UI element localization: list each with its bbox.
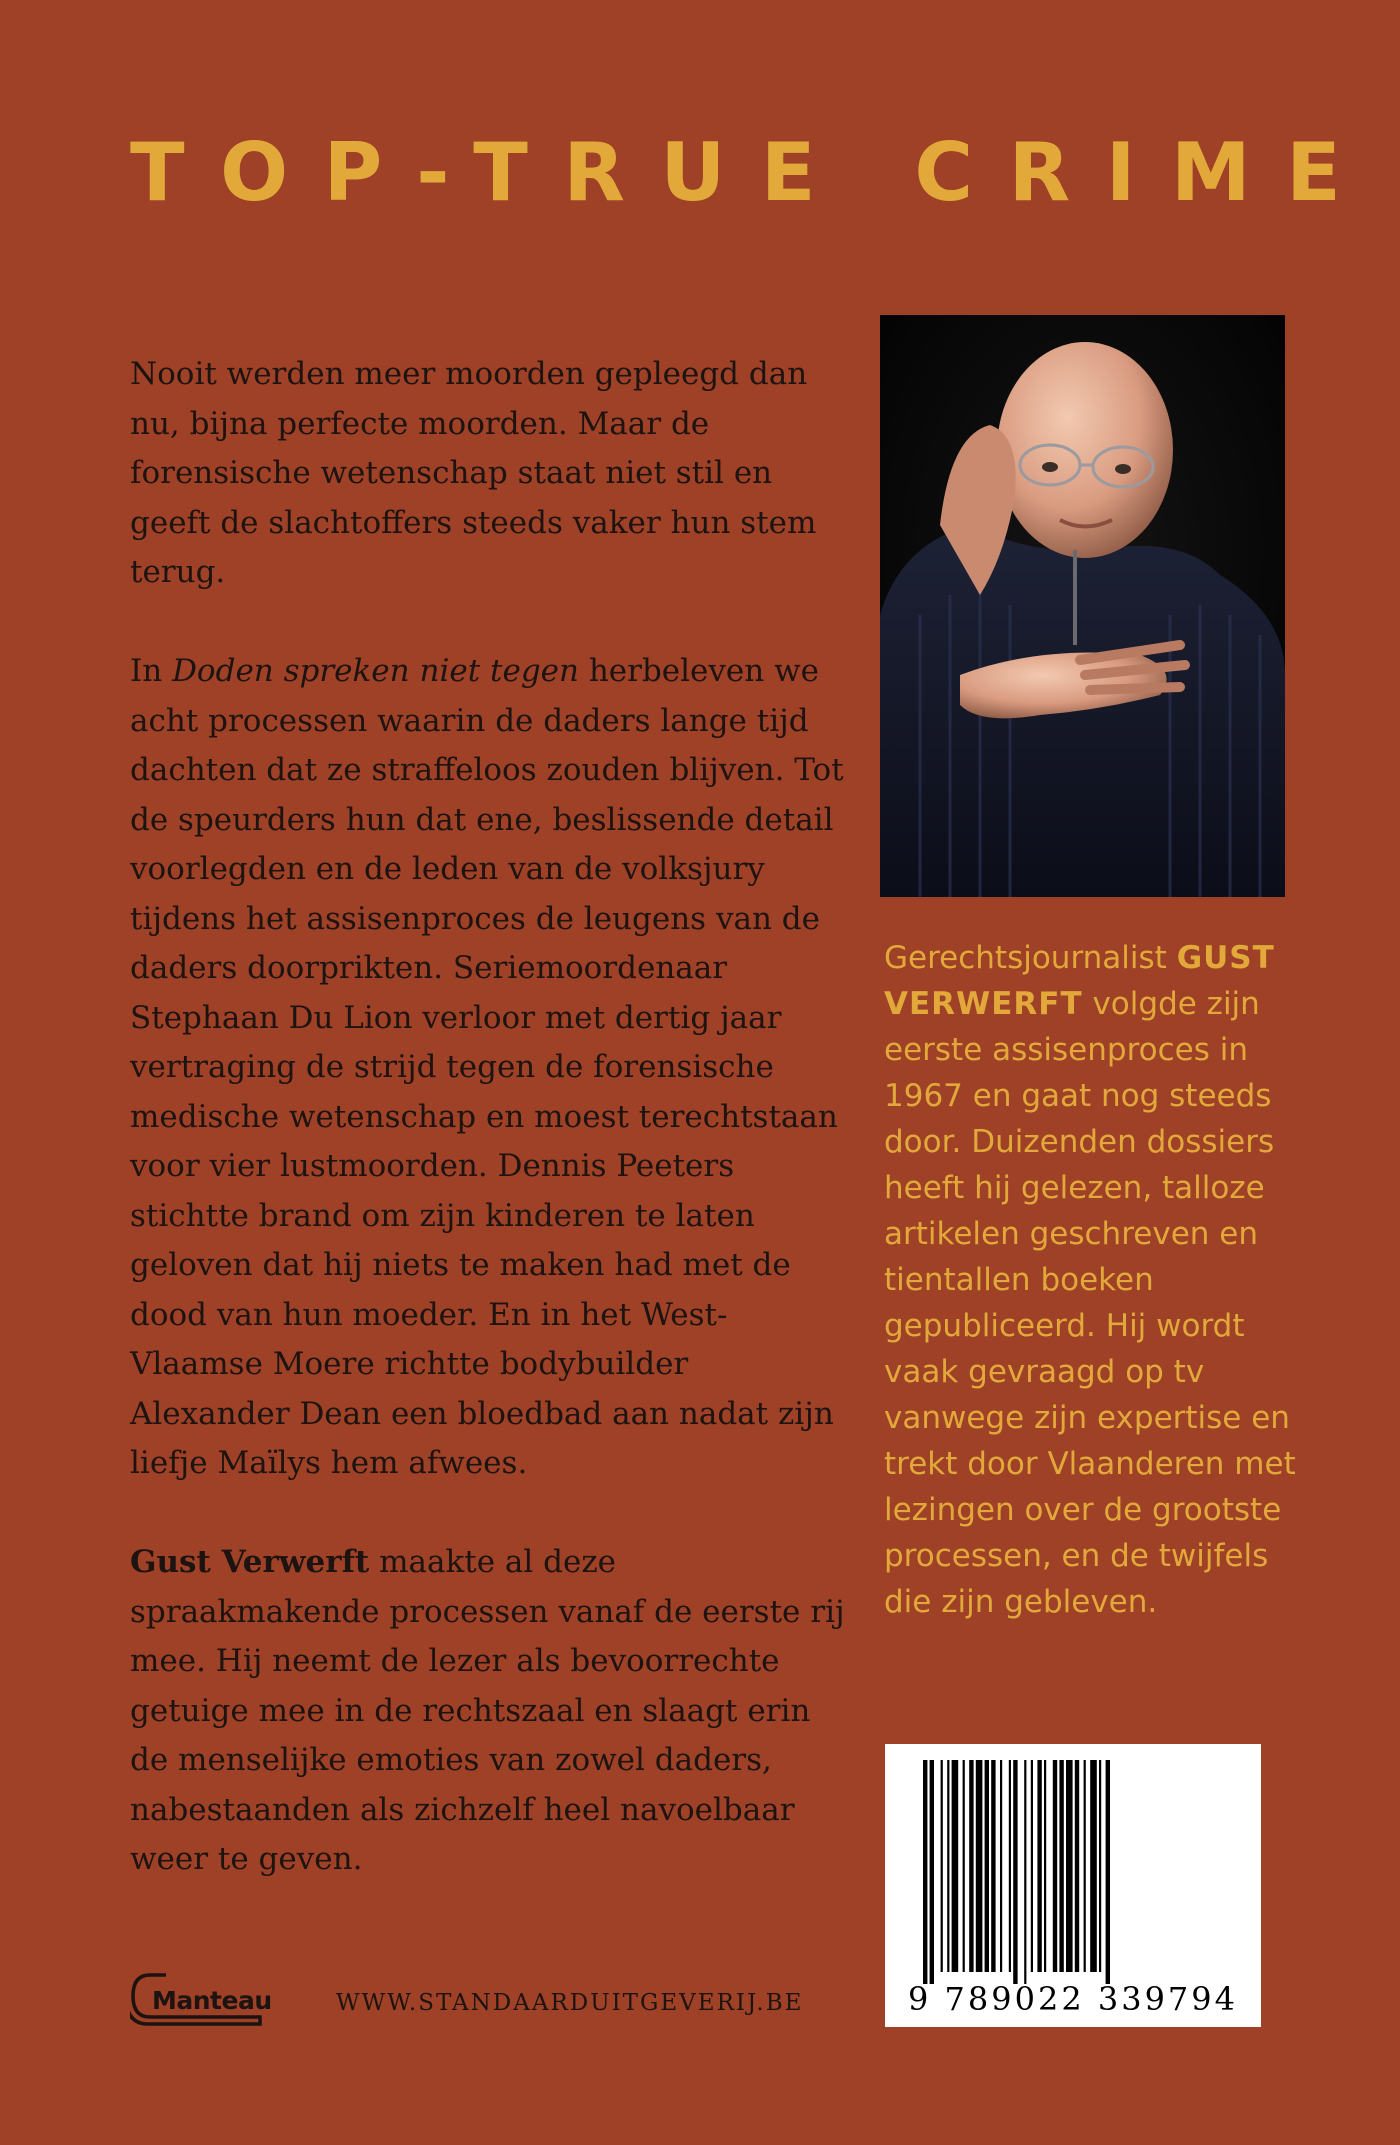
blurb-text: herbeleven we acht processen waarin de daders lange tijd dachten dat ze straffeloos zouden blijven. Tot de speurders hun dat ene, beslissende detail voorlegden en de leden van de volksjury tijdens het assisenproces de leugens van de daders doorprikten. Seriemoordenaar Stephaan Du Lion verloor met dertig jaar vertraging de strijd tegen de forensische medische wetenschap en moest terechtstaan voor vier lustmoorden. Dennis Peeters stichtte brand om zijn kinderen te laten geloven dat hij niets te maken had met de dood van hun moeder. En in het West-Vlaamse Moere richtte bodybuilder Alexander Dean een bloedbad aan nadat zijn liefje Maïlys hem afwees. bbox=[130, 653, 844, 1481]
publisher-logo-text: Manteau bbox=[152, 1986, 272, 2015]
series-title: TOP-TRUE CRIME bbox=[130, 126, 1377, 219]
book-title: Doden spreken niet tegen bbox=[172, 653, 579, 689]
author-photo bbox=[880, 315, 1285, 897]
isbn-barcode bbox=[885, 1744, 1261, 2027]
blurb-paragraph-1: Nooit werden meer moorden gepleegd dan nu, bijna perfecte moorden. Maar de forensische wetenschap staat niet stil en geeft de slachtoffers steeds vaker hun stem terug. bbox=[130, 356, 817, 590]
publisher-url[interactable]: WWW.STANDAARDUITGEVERIJ.BE bbox=[336, 1990, 804, 2016]
blurb-text: In bbox=[130, 653, 173, 689]
author-portrait-image bbox=[880, 315, 1285, 897]
blurb-text: maakte al deze spraakmakende processen vanaf de eerste rij mee. Hij neemt de lezer als bevoorrechte getuige mee in de rechtszaal en slaagt erin de menselijke emoties van zowel daders, nabestaanden als zichzelf heel navoelbaar weer te geven. bbox=[130, 1544, 845, 1877]
bio-text: Gerechtsjournalist bbox=[884, 940, 1177, 976]
author-name: Gust Verwerft bbox=[130, 1544, 370, 1580]
bio-text: volgde zijn eerste assisenproces in 1967 en gaat nog steeds door. Duizenden dossiers heeft hij gelezen, talloze artikelen geschreven en tientallen boeken gepubliceerd. Hij wordt vaak gevraagd op tv vanwege zijn expertise en trekt door Vlaanderen met lezingen over de grootste processen, en de twijfels die zijn gebleven. bbox=[884, 986, 1296, 1620]
blurb-paragraph-2 bbox=[130, 647, 850, 1489]
author-bio bbox=[884, 935, 1309, 1625]
blurb-paragraph-3 bbox=[130, 1538, 850, 1885]
isbn-number: 9 789022 339794 bbox=[907, 1980, 1238, 2018]
back-cover-blurb bbox=[130, 350, 850, 1885]
bio-author-name: GUST VERWERFT bbox=[884, 940, 1275, 1022]
publisher-logo bbox=[130, 1972, 270, 2030]
